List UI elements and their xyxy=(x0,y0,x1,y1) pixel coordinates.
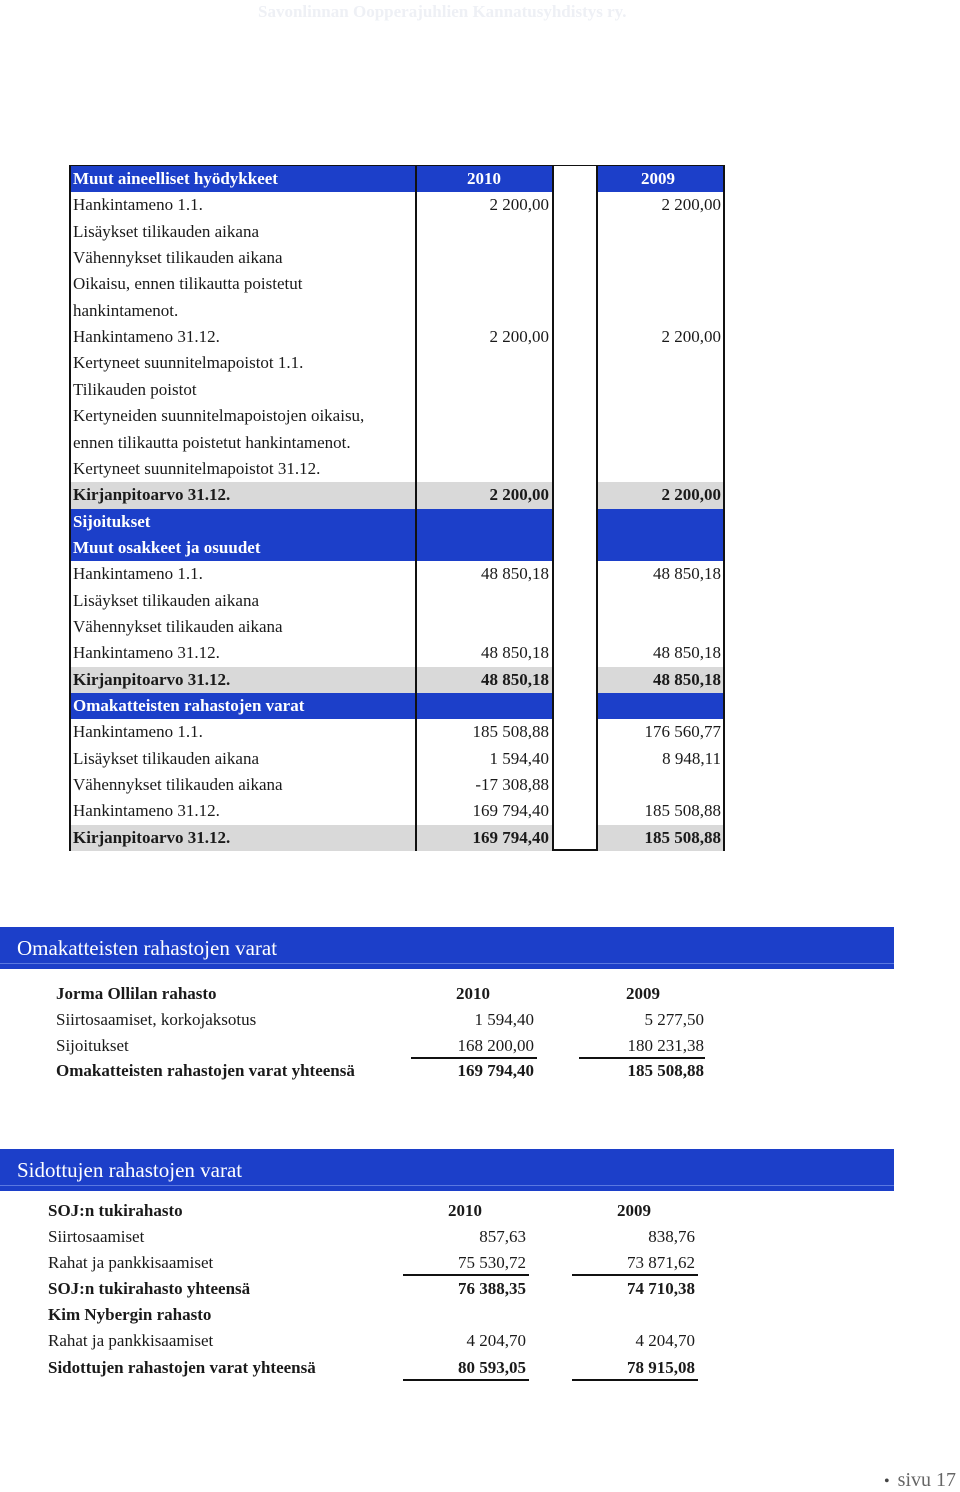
value-2010: 185 508,88 xyxy=(472,722,549,742)
row-label: hankintamenot. xyxy=(73,300,179,320)
row-label: Omakatteisten rahastojen varat xyxy=(73,696,305,715)
table-row xyxy=(69,166,725,192)
row-label: Sijoitukset xyxy=(56,1036,129,1055)
banner-underline xyxy=(0,963,894,964)
table-row xyxy=(69,588,725,614)
table-row xyxy=(69,746,725,772)
value-2010: 1 594,40 xyxy=(489,748,549,768)
row-highlight xyxy=(598,693,723,719)
row-highlight xyxy=(417,535,552,561)
row-label: Muut aineelliset hyödykkeet xyxy=(73,169,278,188)
row-highlight xyxy=(417,693,552,719)
row-label: SOJ:n tukirahasto xyxy=(48,1201,183,1220)
table-row xyxy=(69,667,725,693)
table-row xyxy=(69,825,725,851)
row-label: Vähennykset tilikauden aikana xyxy=(73,248,283,268)
row-label: Kertyneiden suunnitelmapoistojen oikaisu, xyxy=(73,406,365,426)
row-label: SOJ:n tukirahasto yhteensä xyxy=(48,1279,251,1298)
value-2009: 2 200,00 xyxy=(661,327,721,347)
value-2009: 2 200,00 xyxy=(661,485,721,505)
page-label: sivu 17 xyxy=(897,1469,956,1491)
row-label: Kertyneet suunnitelmapoistot 1.1. xyxy=(73,353,304,373)
table-row xyxy=(69,219,725,245)
section-banner-sidottujen xyxy=(0,1149,894,1191)
table-row xyxy=(69,403,725,429)
table-row xyxy=(56,1061,756,1085)
value-2010: 48 850,18 xyxy=(481,564,549,584)
value-2010: 169 794,40 xyxy=(472,801,549,821)
row-label: Rahat ja pankkisaamiset xyxy=(48,1253,214,1272)
row-label: Vähennykset tilikauden aikana xyxy=(73,775,283,795)
row-label: Kirjanpitoarvo 31.12. xyxy=(73,485,231,505)
value-2010: 2 200,00 xyxy=(489,485,549,505)
row-highlight xyxy=(417,509,552,535)
table-row xyxy=(56,984,756,1008)
sum-underline xyxy=(403,1379,529,1381)
table-row xyxy=(69,614,725,640)
table-row xyxy=(69,350,725,376)
section-banner-omakatteisten xyxy=(0,927,894,969)
row-label: Omakatteisten rahastojen varat yhteensä xyxy=(56,1061,355,1080)
value-2009: 48 850,18 xyxy=(653,564,721,584)
value-2010: 2 200,00 xyxy=(489,327,549,347)
row-label: Hankintameno 31.12. xyxy=(73,643,220,663)
row-label: Lisäykset tilikauden aikana xyxy=(73,221,259,241)
row-label: Rahat ja pankkisaamiset xyxy=(48,1331,214,1350)
table-row xyxy=(69,245,725,271)
value-2009: 5 277,50 xyxy=(644,1010,704,1029)
value-2009: 2009 xyxy=(626,984,660,1003)
row-label: Hankintameno 31.12. xyxy=(73,801,220,821)
value-2010: 76 388,35 xyxy=(458,1279,526,1298)
row-label: Lisäykset tilikauden aikana xyxy=(73,748,259,768)
value-2009: 4 204,70 xyxy=(635,1331,695,1350)
table-row xyxy=(56,1010,756,1034)
value-2010: -17 308,88 xyxy=(475,775,549,795)
sum-underline xyxy=(579,1057,705,1059)
row-label: Kirjanpitoarvo 31.12. xyxy=(73,669,231,689)
table-row xyxy=(69,377,725,403)
value-2009: 838,76 xyxy=(648,1227,695,1246)
value-2009: 176 560,77 xyxy=(644,722,721,742)
value-2009: 185 508,88 xyxy=(627,1061,704,1080)
sum-underline xyxy=(572,1274,698,1276)
table-row xyxy=(69,640,725,666)
table-row xyxy=(48,1227,748,1251)
row-label: Sidottujen rahastojen varat yhteensä xyxy=(48,1358,316,1377)
row-label: Hankintameno 31.12. xyxy=(73,327,220,347)
value-2010: 48 850,18 xyxy=(481,643,549,663)
table-row xyxy=(48,1201,748,1225)
table-row xyxy=(69,298,725,324)
value-2010: 2010 xyxy=(448,1201,482,1220)
value-2010: 2010 xyxy=(467,169,501,188)
value-2009: 73 871,62 xyxy=(627,1253,695,1272)
table-row xyxy=(69,509,725,535)
row-label: Vähennykset tilikauden aikana xyxy=(73,616,283,636)
row-label: Kertyneet suunnitelmapoistot 31.12. xyxy=(73,458,321,478)
row-label: Kirjanpitoarvo 31.12. xyxy=(73,827,231,847)
table-row xyxy=(69,482,725,508)
table-row xyxy=(69,798,725,824)
value-2010: 857,63 xyxy=(479,1227,526,1246)
table-row xyxy=(69,719,725,745)
table-row xyxy=(48,1305,748,1329)
value-2010: 2010 xyxy=(456,984,490,1003)
value-2009: 185 508,88 xyxy=(644,827,721,847)
table-row xyxy=(69,456,725,482)
row-label: Siirtosaamiset, korkojaksotus xyxy=(56,1010,257,1029)
value-2009: 185 508,88 xyxy=(644,801,721,821)
value-2009: 74 710,38 xyxy=(627,1279,695,1298)
value-2010: 75 530,72 xyxy=(458,1253,526,1272)
value-2009: 48 850,18 xyxy=(653,643,721,663)
value-2010: 80 593,05 xyxy=(458,1358,526,1377)
row-label: Lisäykset tilikauden aikana xyxy=(73,590,259,610)
value-2010: 48 850,18 xyxy=(481,669,549,689)
row-label: Tilikauden poistot xyxy=(73,379,197,399)
table-row xyxy=(69,535,725,561)
bullet-icon: • xyxy=(884,1473,890,1490)
value-2009: 2009 xyxy=(641,169,675,188)
table-row xyxy=(69,324,725,350)
table-row xyxy=(69,772,725,798)
value-2010: 169 794,40 xyxy=(472,827,549,847)
table-row xyxy=(48,1279,748,1303)
table-row xyxy=(69,192,725,218)
row-label: Sijoitukset xyxy=(73,511,151,531)
value-2009: 180 231,38 xyxy=(627,1036,704,1055)
section-title: Sidottujen rahastojen varat xyxy=(17,1158,243,1182)
value-2009: 48 850,18 xyxy=(653,669,721,689)
value-2009: 78 915,08 xyxy=(627,1358,695,1377)
row-label: Kim Nybergin rahasto xyxy=(48,1305,212,1324)
fixed-assets-table xyxy=(69,165,725,851)
value-2009: 2009 xyxy=(617,1201,651,1220)
row-highlight xyxy=(598,535,723,561)
value-2010: 2 200,00 xyxy=(489,195,549,215)
value-2010: 4 204,70 xyxy=(466,1331,526,1350)
table-row xyxy=(69,561,725,587)
row-label: Hankintameno 1.1. xyxy=(73,564,203,584)
value-2010: 168 200,00 xyxy=(457,1036,534,1055)
table-row xyxy=(69,271,725,297)
value-2010: 169 794,40 xyxy=(457,1061,534,1080)
sum-underline xyxy=(403,1274,529,1276)
value-2009: 8 948,11 xyxy=(662,748,721,768)
banner-underline xyxy=(0,1185,894,1186)
row-label: Hankintameno 1.1. xyxy=(73,195,203,215)
row-label: ennen tilikautta poistetut hankintamenot. xyxy=(73,432,351,452)
table-row xyxy=(69,430,725,456)
row-label: Muut osakkeet ja osuudet xyxy=(73,537,261,557)
row-label: Oikaisu, ennen tilikautta poistetut xyxy=(73,274,303,294)
row-label: Siirtosaamiset xyxy=(48,1227,145,1246)
row-label: Hankintameno 1.1. xyxy=(73,722,203,742)
table-row xyxy=(69,693,725,719)
page-number xyxy=(884,1469,956,1492)
row-label: Jorma Ollilan rahasto xyxy=(56,984,217,1003)
value-2010: 1 594,40 xyxy=(474,1010,534,1029)
section-title: Omakatteisten rahastojen varat xyxy=(17,936,278,960)
table-row xyxy=(48,1331,748,1355)
value-2009: 2 200,00 xyxy=(661,195,721,215)
page-header: Savonlinnan Oopperajuhlien Kannatusyhdistys ry. xyxy=(258,2,627,21)
sum-underline xyxy=(572,1379,698,1381)
sum-underline xyxy=(411,1057,537,1059)
row-highlight xyxy=(598,509,723,535)
